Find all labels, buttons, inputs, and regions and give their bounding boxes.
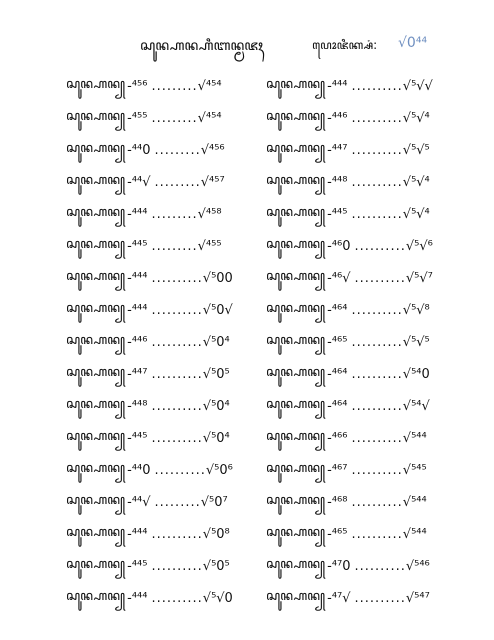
- entry-leader-dots: .........: [154, 142, 201, 158]
- entry-label: ꦱꦸꦤ꧀ꦲꦤ꧀: [66, 204, 126, 220]
- entry-page-number: √⁵√⁴: [402, 110, 430, 126]
- index-entry: [266, 134, 466, 166]
- entry-number: -⁴⁶⁴: [327, 302, 348, 318]
- entry-label: ꦱꦸꦤ꧀ꦲꦤ꧀: [266, 460, 326, 476]
- entry-label: ꦱꦸꦤ꧀ꦲꦤ꧀: [266, 204, 326, 220]
- entry-label: ꦱꦸꦤ꧀ꦲꦤ꧀: [266, 268, 326, 284]
- entry-number: -⁴⁴⁵: [127, 558, 148, 574]
- entry-page-number: √⁵√⁸: [402, 302, 430, 318]
- index-entry: [66, 582, 266, 614]
- entry-number: -⁴⁵⁶: [127, 78, 148, 94]
- entry-leader-dots: ..........: [354, 590, 406, 606]
- entry-label: ꦱꦸꦤ꧀ꦲꦤ꧀: [66, 492, 126, 508]
- entry-label: ꦱꦸꦤ꧀ꦲꦤ꧀: [66, 300, 126, 316]
- entry-number: -⁴⁴√: [127, 494, 151, 510]
- index-entry: [266, 550, 466, 582]
- entry-number: -⁴⁴√: [127, 174, 151, 190]
- entry-number: -⁴⁴⁵: [327, 206, 348, 222]
- entry-label: ꦱꦸꦤ꧀ꦲꦤ꧀: [266, 76, 326, 92]
- entry-leader-dots: .........: [154, 174, 201, 190]
- index-entry: [66, 326, 266, 358]
- entry-leader-dots: ..........: [351, 366, 403, 382]
- entry-page-number: √⁵0⁴: [202, 398, 230, 414]
- entry-leader-dots: ..........: [354, 270, 406, 286]
- entry-number: -⁴⁴⁴: [127, 590, 148, 606]
- index-entry: [266, 326, 466, 358]
- entry-leader-dots: ..........: [351, 334, 403, 350]
- index-entry: [66, 358, 266, 390]
- entry-number: -⁴⁷0: [327, 558, 351, 574]
- entry-leader-dots: ..........: [151, 334, 203, 350]
- entry-page-number: √⁵0√: [202, 302, 233, 318]
- entry-label: ꦱꦸꦤ꧀ꦲꦤ꧀: [266, 428, 326, 444]
- entry-page-number: √⁵√⁶: [405, 238, 433, 254]
- entry-label: ꦱꦸꦤ꧀ꦲꦤ꧀: [66, 108, 126, 124]
- entry-number: -⁴⁴⁴: [127, 270, 148, 286]
- entry-page-number: √⁵⁴√: [402, 398, 430, 414]
- entry-label: ꦱꦸꦤ꧀ꦲꦤ꧀: [66, 332, 126, 348]
- entry-leader-dots: ..........: [351, 462, 403, 478]
- entry-number: -⁴⁴⁷: [327, 142, 348, 158]
- entry-number: -⁴⁶√: [327, 270, 351, 286]
- entry-label: ꦱꦸꦤ꧀ꦲꦤ꧀: [266, 396, 326, 412]
- index-entry: [266, 454, 466, 486]
- entry-label: ꦱꦸꦤ꧀ꦲꦤ꧀: [66, 460, 126, 476]
- page-header: [0, 34, 494, 56]
- index-entry: [66, 390, 266, 422]
- entry-leader-dots: .........: [151, 238, 198, 254]
- entry-leader-dots: ..........: [351, 110, 403, 126]
- entry-leader-dots: ..........: [151, 526, 203, 542]
- entry-page-number: √⁵⁴⁴: [402, 430, 427, 446]
- index-entry: [266, 262, 466, 294]
- entry-number: -⁴⁶⁴: [327, 366, 348, 382]
- entry-leader-dots: ..........: [354, 558, 406, 574]
- index-entry: [266, 390, 466, 422]
- entry-leader-dots: ..........: [151, 430, 203, 446]
- entry-page-number: √⁵√⁴: [402, 206, 430, 222]
- entry-leader-dots: ..........: [351, 398, 403, 414]
- index-entry: [266, 358, 466, 390]
- entry-label: ꦱꦸꦤ꧀ꦲꦤ꧀: [266, 364, 326, 380]
- entry-leader-dots: ..........: [351, 142, 403, 158]
- index-entry: [266, 102, 466, 134]
- entry-label: ꦱꦸꦤ꧀ꦲꦤ꧀: [266, 108, 326, 124]
- entry-page-number: √⁵√⁵: [402, 142, 430, 158]
- entry-label: ꦱꦸꦤ꧀ꦲꦤ꧀: [66, 268, 126, 284]
- entry-leader-dots: ..........: [351, 430, 403, 446]
- entry-leader-dots: .........: [154, 494, 201, 510]
- entry-label: ꦱꦸꦤ꧀ꦲꦤ꧀: [66, 140, 126, 156]
- entry-label: ꦱꦸꦤ꧀ꦲꦤ꧀: [266, 588, 326, 604]
- index-entry: [66, 262, 266, 294]
- entry-label: ꦱꦸꦤ꧀ꦲꦤ꧀: [66, 556, 126, 572]
- entry-page-number: √⁵⁴⁴: [402, 494, 427, 510]
- entry-number: -⁴⁴⁴: [127, 302, 148, 318]
- entry-label: ꦱꦸꦤ꧀ꦲꦤ꧀: [266, 332, 326, 348]
- entry-leader-dots: ..........: [151, 590, 203, 606]
- entry-page-number: √⁵⁴⁴: [402, 526, 427, 542]
- page-title: ꦱꦸꦤ꧀ꦲꦤ꧀ꦲꦶꦧꦤ꧀ꦩꦗꦃ: [140, 38, 264, 54]
- entry-label: ꦱꦸꦤ꧀ꦲꦤ꧀: [266, 300, 326, 316]
- entry-number: -⁴⁶⁴: [327, 398, 348, 414]
- index-entry: [266, 486, 466, 518]
- entry-page-number: √⁵√0: [202, 590, 233, 606]
- entry-page-number: √⁵0⁷: [200, 494, 228, 510]
- entry-page-number: √⁵⁴0: [402, 366, 430, 382]
- index-entry: [66, 166, 266, 198]
- entry-leader-dots: .........: [151, 206, 198, 222]
- entry-label: ꦱꦸꦤ꧀ꦲꦤ꧀: [66, 524, 126, 540]
- entry-page-number: √⁴⁵⁵: [197, 238, 222, 254]
- index-entry: [266, 518, 466, 550]
- entry-page-number: √⁵0⁴: [202, 430, 230, 446]
- entry-number: -⁴⁵⁵: [127, 110, 148, 126]
- entry-label: ꦱꦸꦤ꧀ꦲꦤ꧀: [266, 524, 326, 540]
- entry-label: ꦱꦸꦤ꧀ꦲꦤ꧀: [266, 140, 326, 156]
- entry-number: -⁴⁶⁵: [327, 526, 348, 542]
- entry-leader-dots: ..........: [351, 494, 403, 510]
- entry-page-number: √⁵√⁴: [402, 174, 430, 190]
- entry-label: ꦱꦸꦤ꧀ꦲꦤ꧀: [66, 76, 126, 92]
- entry-page-number: √⁵0⁵: [202, 558, 230, 574]
- entry-leader-dots: ..........: [351, 206, 403, 222]
- entry-page-number: √⁴⁵⁸: [197, 206, 222, 222]
- entry-page-number: √⁵√⁷: [405, 270, 433, 286]
- index-entry: [266, 582, 466, 614]
- index-entry: [66, 518, 266, 550]
- index-entry: [66, 230, 266, 262]
- entry-label: ꦱꦸꦤ꧀ꦲꦤ꧀: [266, 556, 326, 572]
- index-label: ꦥꦺꦴꦗꦶꦏ꧀ꦱꦁ:: [312, 38, 378, 52]
- entry-number: -⁴⁴⁸: [127, 398, 148, 414]
- index-entry: [266, 70, 466, 102]
- entry-number: -⁴⁴⁴: [127, 526, 148, 542]
- entry-number: -⁴⁴⁶: [327, 110, 348, 126]
- entry-page-number: √⁴⁵⁴: [197, 78, 222, 94]
- index-entry: [266, 198, 466, 230]
- entry-page-number: √⁵√⁵: [402, 334, 430, 350]
- index-entry: [266, 166, 466, 198]
- entry-page-number: √⁵√√: [402, 78, 433, 94]
- entry-leader-dots: .........: [151, 110, 198, 126]
- index-entry: [66, 134, 266, 166]
- entry-label: ꦱꦸꦤ꧀ꦲꦤ꧀: [66, 236, 126, 252]
- index-entry: [66, 486, 266, 518]
- entry-number: -⁴⁴⁶: [127, 334, 148, 350]
- entry-label: ꦱꦸꦤ꧀ꦲꦤ꧀: [266, 492, 326, 508]
- entry-label: ꦱꦸꦤ꧀ꦲꦤ꧀: [266, 172, 326, 188]
- entry-page-number: √⁵0⁴: [202, 334, 230, 350]
- entry-page-number: √⁵00: [202, 270, 233, 286]
- entry-page-number: √⁵⁴⁷: [405, 590, 430, 606]
- entry-label: ꦱꦸꦤ꧀ꦲꦤ꧀: [66, 428, 126, 444]
- entry-page-number: √⁴⁵⁷: [200, 174, 225, 190]
- entry-number: -⁴⁶⁸: [327, 494, 348, 510]
- entry-page-number: √⁵0⁵: [202, 366, 230, 382]
- entry-page-number: √⁵0⁶: [205, 462, 233, 478]
- entry-page-number: √⁵⁴⁵: [402, 462, 427, 478]
- entry-number: -⁴⁶⁵: [327, 334, 348, 350]
- entry-leader-dots: ..........: [154, 462, 206, 478]
- entry-leader-dots: ..........: [351, 78, 403, 94]
- entry-label: ꦱꦸꦤ꧀ꦲꦤ꧀: [66, 364, 126, 380]
- entry-page-number: √⁴⁵⁶: [200, 142, 225, 158]
- index-entry: [266, 294, 466, 326]
- entry-leader-dots: ..........: [151, 558, 203, 574]
- entry-leader-dots: ..........: [151, 270, 203, 286]
- entry-number: -⁴⁷√: [327, 590, 351, 606]
- entry-label: ꦱꦸꦤ꧀ꦲꦤ꧀: [266, 236, 326, 252]
- entry-leader-dots: ..........: [151, 366, 203, 382]
- entry-leader-dots: ..........: [351, 526, 403, 542]
- entry-label: ꦱꦸꦤ꧀ꦲꦤ꧀: [66, 172, 126, 188]
- entry-number: -⁴⁶⁶: [327, 430, 348, 446]
- index-entry: [66, 454, 266, 486]
- index-entry: [66, 70, 266, 102]
- index-column-left: [66, 70, 266, 614]
- page-number: √0⁴⁴: [398, 35, 428, 51]
- index-entry: [66, 198, 266, 230]
- entry-page-number: √⁵⁴⁶: [405, 558, 430, 574]
- index-entry: [66, 294, 266, 326]
- entry-number: -⁴⁴⁷: [127, 366, 148, 382]
- entry-number: -⁴⁴0: [127, 142, 151, 158]
- entry-page-number: √⁴⁵⁴: [197, 110, 222, 126]
- entry-leader-dots: ..........: [151, 302, 203, 318]
- entry-label: ꦱꦸꦤ꧀ꦲꦤ꧀: [66, 396, 126, 412]
- index-column-right: [266, 70, 466, 614]
- entry-number: -⁴⁶0: [327, 238, 351, 254]
- entry-number: -⁴⁴⁵: [127, 238, 148, 254]
- index-entry: [66, 550, 266, 582]
- entry-leader-dots: .........: [151, 78, 198, 94]
- index-entry: [266, 422, 466, 454]
- entry-number: -⁴⁴⁵: [127, 430, 148, 446]
- entry-number: -⁴⁴⁴: [327, 78, 348, 94]
- entry-number: -⁴⁴0: [127, 462, 151, 478]
- index-entry: [66, 102, 266, 134]
- entry-number: -⁴⁴⁸: [327, 174, 348, 190]
- entry-page-number: √⁵0⁸: [202, 526, 230, 542]
- entry-number: -⁴⁴⁴: [127, 206, 148, 222]
- index-entry: [66, 422, 266, 454]
- entry-leader-dots: ..........: [151, 398, 203, 414]
- index-entry: [266, 230, 466, 262]
- entry-leader-dots: ..........: [354, 238, 406, 254]
- entry-number: -⁴⁶⁷: [327, 462, 348, 478]
- entry-leader-dots: ..........: [351, 302, 403, 318]
- entry-label: ꦱꦸꦤ꧀ꦲꦤ꧀: [66, 588, 126, 604]
- entry-leader-dots: ..........: [351, 174, 403, 190]
